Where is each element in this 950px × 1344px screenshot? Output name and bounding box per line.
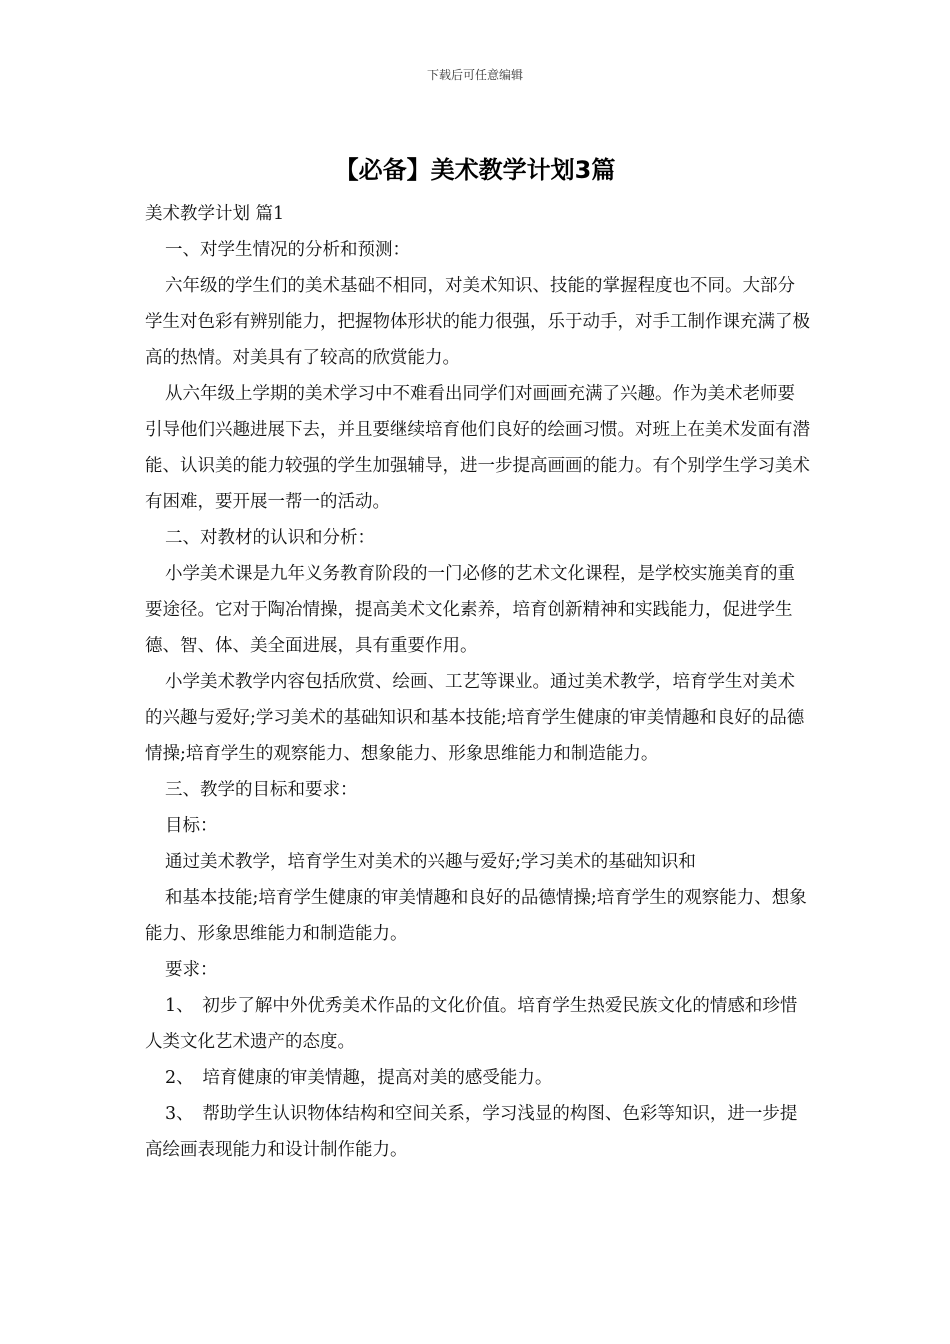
paragraph: 目标：	[165, 816, 218, 836]
page-header: 下载后可任意编辑	[426, 68, 523, 82]
paragraph: 小学美术教学内容包括欣赏、绘画、工艺等课业。通过美术教学，培育学生对美术的兴趣与爱好;学习美术的基础知识和基本技能;培育学生健康的审美情趣和良好的品德情操;培育学生的观察能力、想象能力、形象思维能力和制造能力。	[145, 672, 805, 764]
list-item: 2、 培育健康的审美情趣，提高对美的感受能力。	[165, 1068, 553, 1088]
document-body	[145, 196, 810, 1168]
paragraph: 从六年级上学期的美术学习中不难看出同学们对画画充满了兴趣。作为美术老师要引导他们兴趣进展下去，并且要继续培育他们良好的绘画习惯。对班上在美术发面有潜能、认识美的能力较强的学生加强辅导，进一步提高画画的能力。有个别学生学习美术有困难，要开展一帮一的活动。	[145, 384, 810, 512]
document-title: 【必备】美术教学计划3篇	[334, 156, 616, 184]
paragraph: 一、对学生情况的分析和预测：	[165, 240, 410, 260]
paragraph: 三、教学的目标和要求：	[165, 780, 358, 800]
list-item: 1、 初步了解中外优秀美术作品的文化价值。培育学生热爱民族文化的情感和珍惜人类文化艺术遗产的态度。	[145, 996, 798, 1052]
paragraph: 和基本技能;培育学生健康的审美情趣和良好的品德情操;培育学生的观察能力、想象能力、形象思维能力和制造能力。	[145, 888, 807, 944]
list-item: 3、 帮助学生认识物体结构和空间关系，学习浅显的构图、色彩等知识，进一步提高绘画表现能力和设计制作能力。	[145, 1104, 798, 1160]
paragraph: 六年级的学生们的美术基础不相同，对美术知识、技能的掌握程度也不同。大部分学生对色彩有辨别能力，把握物体形状的能力很强，乐于动手，对手工制作课充满了极高的热情。对美具有了较高的欣赏能力。	[145, 276, 810, 368]
paragraph: 要求：	[165, 960, 218, 980]
paragraph: 通过美术教学，培育学生对美术的兴趣与爱好;学习美术的基础知识和	[165, 852, 696, 872]
paragraph: 小学美术课是九年义务教育阶段的一门必修的艺术文化课程，是学校实施美育的重要途径。它对于陶冶情操，提高美术文化素养，培育创新精神和实践能力，促进学生德、智、体、美全面进展，具有重要作用。	[145, 564, 795, 656]
section-heading: 美术教学计划 篇1	[145, 204, 285, 224]
paragraph: 二、对教材的认识和分析：	[165, 528, 375, 548]
